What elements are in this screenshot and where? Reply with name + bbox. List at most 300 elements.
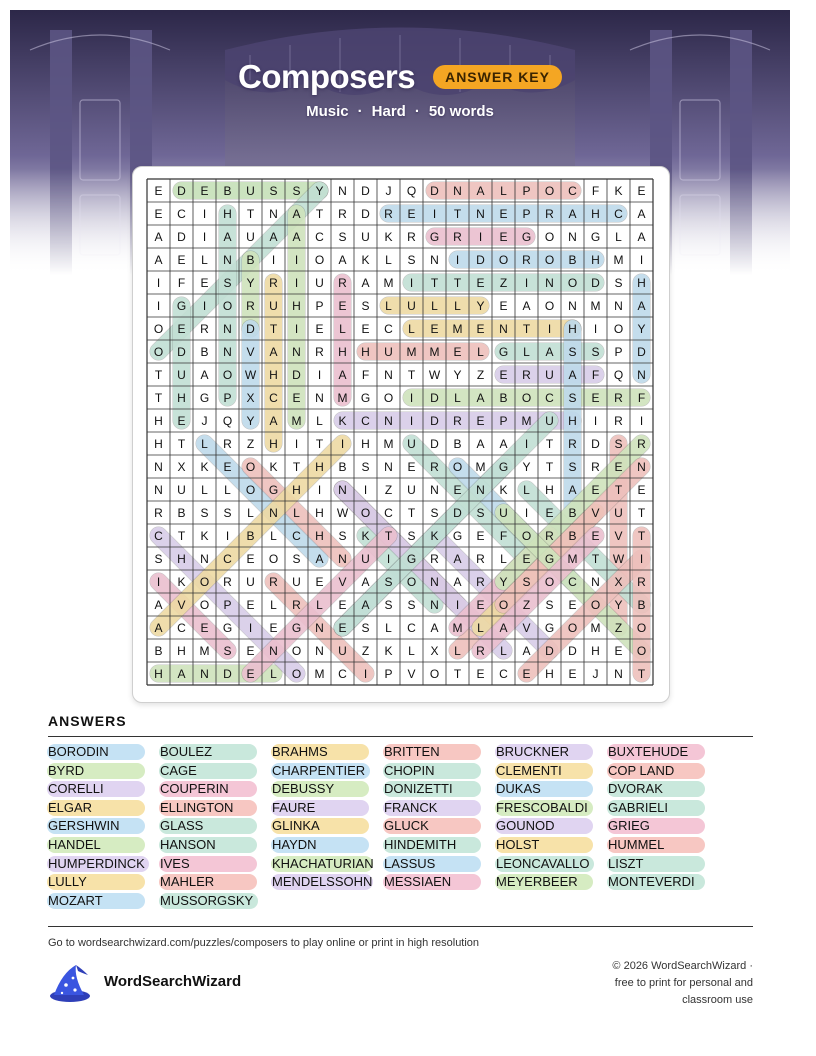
grid-letter: N: [614, 299, 623, 313]
answer-word: [272, 818, 322, 834]
grid-letter: E: [614, 460, 623, 474]
grid-letter: A: [637, 207, 646, 221]
grid-letter: T: [154, 368, 163, 382]
grid-letter: I: [547, 322, 552, 336]
grid-letter: U: [545, 368, 554, 382]
answer-word-label: CHOPIN: [384, 762, 435, 778]
grid-letter: M: [475, 460, 486, 474]
grid-letter: P: [522, 207, 531, 221]
grid-letter: G: [176, 299, 187, 313]
grid-letter: E: [522, 667, 531, 681]
grid-letter: B: [499, 391, 508, 405]
grid-letter: E: [177, 414, 186, 428]
grid-letter: H: [545, 667, 554, 681]
grid-letter: M: [199, 644, 210, 658]
answer-word: [608, 874, 697, 890]
grid-letter: R: [269, 276, 278, 290]
grid-letter: O: [544, 230, 555, 244]
answer-word-label: MOZART: [48, 892, 103, 908]
grid-letter: S: [522, 575, 531, 589]
answer-word-label: CORELLI: [48, 781, 104, 797]
grid-letter: N: [269, 644, 278, 658]
grid-letter: B: [637, 598, 646, 612]
grid-letter: N: [384, 460, 393, 474]
grid-letter: O: [636, 621, 647, 635]
grid-letter: E: [499, 368, 508, 382]
grid-letter: E: [338, 621, 347, 635]
grid-letter: T: [453, 667, 462, 681]
grid-letter: N: [154, 460, 163, 474]
grid-letter: A: [476, 184, 485, 198]
grid-letter: O: [245, 460, 256, 474]
grid-letter: E: [591, 529, 600, 543]
grid-letter: Z: [522, 598, 531, 612]
grid-letter: L: [454, 299, 461, 313]
grid-letter: U: [177, 368, 186, 382]
grid-letter: A: [200, 368, 209, 382]
grid-letter: B: [338, 460, 347, 474]
grid-letter: N: [338, 184, 347, 198]
word-count-label: 50 words: [428, 103, 494, 120]
grid-letter: R: [292, 598, 301, 612]
grid-letter: L: [293, 506, 300, 520]
answer-word: [48, 781, 106, 797]
grid-letter: E: [246, 667, 255, 681]
grid-letter: O: [291, 644, 302, 658]
grid-letter: O: [314, 253, 325, 267]
grid-letter: L: [477, 345, 484, 359]
grid-letter: F: [499, 529, 508, 543]
grid-letter: T: [453, 276, 462, 290]
grid-letter: L: [523, 345, 530, 359]
grid-letter: I: [294, 322, 299, 336]
grid-letter: U: [338, 644, 347, 658]
grid-letter: M: [291, 414, 302, 428]
answer-word-label: MENDELSSOHN: [272, 874, 373, 890]
grid-letter: R: [545, 207, 554, 221]
grid-letter: N: [338, 483, 347, 497]
grid-letter: H: [154, 667, 163, 681]
grid-letter: L: [500, 552, 507, 566]
grid-letter: K: [430, 529, 439, 543]
grid-letter: O: [613, 322, 624, 336]
grid-letter: A: [154, 598, 163, 612]
grid-letter: N: [568, 299, 577, 313]
grid-letter: I: [478, 230, 483, 244]
grid-letter: E: [476, 529, 485, 543]
grid-letter: A: [269, 345, 278, 359]
grid-letter: E: [269, 621, 278, 635]
grid-letter: Y: [315, 184, 324, 198]
grid-letter: O: [498, 598, 509, 612]
grid-letter: L: [247, 506, 254, 520]
grid-letter: U: [361, 230, 370, 244]
answer-word-label: MESSIAEN: [384, 874, 452, 890]
grid-letter: H: [177, 552, 186, 566]
grid-letter: I: [317, 483, 322, 497]
grid-letter: Y: [522, 460, 531, 474]
grid-letter: M: [567, 552, 578, 566]
answer-word: [608, 781, 665, 797]
answer-word: [48, 800, 94, 816]
answer-word-label: MAHLER: [160, 874, 215, 890]
grid-letter: E: [223, 460, 232, 474]
grid-letter: C: [568, 575, 577, 589]
grid-letter: V: [177, 598, 186, 612]
grid-letter: M: [337, 391, 348, 405]
answer-word-label: DUKAS: [496, 781, 541, 797]
grid-letter: H: [545, 483, 554, 497]
copyright-notice: [583, 958, 753, 1009]
grid-letter: H: [637, 276, 646, 290]
grid-letter: I: [432, 207, 437, 221]
grid-letter: C: [223, 552, 232, 566]
grid-letter: R: [154, 506, 163, 520]
grid-letter: O: [636, 644, 647, 658]
grid-letter: S: [568, 345, 577, 359]
answer-word: [272, 781, 336, 797]
grid-letter: O: [199, 598, 210, 612]
grid-letter: N: [499, 322, 508, 336]
grid-letter: M: [521, 414, 532, 428]
grid-letter: O: [544, 299, 555, 313]
grid-letter: R: [246, 299, 255, 313]
grid-letter: H: [591, 644, 600, 658]
grid-letter: N: [453, 184, 462, 198]
grid-letter: O: [153, 345, 164, 359]
answer-word: [384, 744, 442, 760]
grid-letter: U: [614, 506, 623, 520]
grid-letter: L: [500, 644, 507, 658]
answer-word: [384, 818, 431, 834]
grid-letter: I: [202, 207, 207, 221]
grid-letter: T: [154, 391, 163, 405]
grid-letter: R: [223, 575, 232, 589]
grid-letter: R: [384, 207, 393, 221]
grid-letter: U: [499, 506, 508, 520]
grid-letter: O: [199, 575, 210, 589]
grid-letter: C: [315, 230, 324, 244]
answer-word-label: BOULEZ: [160, 744, 213, 759]
answer-word: [48, 744, 111, 760]
grid-letter: T: [246, 207, 255, 221]
grid-letter: R: [568, 437, 577, 451]
grid-letter: K: [200, 460, 209, 474]
grid-letter: D: [430, 391, 439, 405]
grid-letter: Y: [246, 276, 255, 290]
grid-letter: G: [222, 621, 233, 635]
grid-letter: N: [315, 621, 324, 635]
grid-letter: N: [200, 552, 209, 566]
grid-letter: Q: [222, 414, 233, 428]
grid-letter: K: [200, 529, 209, 543]
answer-word-label: HANSON: [160, 837, 216, 852]
grid-letter: U: [177, 483, 186, 497]
grid-letter: R: [591, 460, 600, 474]
grid-letter: I: [639, 414, 644, 428]
grid-letter: O: [544, 575, 555, 589]
grid-letter: M: [452, 621, 463, 635]
grid-letter: I: [271, 253, 276, 267]
grid-letter: I: [156, 299, 161, 313]
grid-letter: U: [246, 575, 255, 589]
answer-word-label: GRIEG: [608, 818, 650, 834]
grid-letter: C: [614, 207, 623, 221]
grid-letter: V: [338, 575, 347, 589]
grid-letter: T: [637, 506, 646, 520]
grid-letter: E: [614, 644, 623, 658]
page-title: Composers: [238, 58, 416, 95]
grid-letter: E: [315, 322, 324, 336]
grid-letter: X: [614, 575, 623, 589]
grid-letter: H: [292, 483, 301, 497]
grid-letter: A: [361, 598, 370, 612]
grid-letter: C: [568, 184, 577, 198]
grid-letter: E: [338, 299, 347, 313]
grid-letter: H: [315, 506, 324, 520]
grid-letter: V: [407, 667, 416, 681]
grid-letter: C: [338, 667, 347, 681]
answer-word-label: MONTEVERDI: [608, 874, 695, 890]
grid-letter: F: [637, 391, 646, 405]
grid-letter: I: [386, 552, 391, 566]
grid-letter: J: [201, 414, 208, 428]
grid-letter: A: [568, 207, 577, 221]
grid-letter: E: [315, 575, 324, 589]
grid-letter: A: [522, 299, 531, 313]
grid-letter: A: [453, 552, 462, 566]
grid-letter: L: [316, 598, 323, 612]
grid-letter: T: [177, 529, 186, 543]
grid-letter: R: [614, 414, 623, 428]
grid-letter: E: [407, 460, 416, 474]
answer-word: [48, 874, 89, 890]
copyright-line: © 2026 WordSearchWizard ·: [612, 960, 753, 972]
answer-word-label: CAGE: [160, 762, 197, 778]
grid-letter: C: [545, 391, 554, 405]
grid-letter: T: [315, 207, 324, 221]
answer-word-label: GABRIELI: [608, 799, 668, 815]
grid-letter: R: [338, 276, 347, 290]
grid-letter: E: [637, 483, 646, 497]
grid-letter: S: [154, 552, 163, 566]
answer-word-label: GERSHWIN: [48, 818, 120, 834]
grid-letter: E: [476, 598, 485, 612]
answer-word-label: FRANCK: [384, 799, 438, 815]
grid-letter: D: [430, 184, 439, 198]
answer-word-label: CHARPENTIER: [272, 762, 366, 778]
grid-letter: H: [154, 414, 163, 428]
grid-letter: T: [407, 368, 416, 382]
grid-letter: N: [430, 253, 439, 267]
grid-letter: B: [200, 345, 209, 359]
grid-letter: L: [431, 299, 438, 313]
answer-word: [608, 800, 670, 816]
grid-letter: M: [406, 345, 417, 359]
grid-letter: D: [568, 644, 577, 658]
grid-letter: F: [361, 368, 370, 382]
grid-letter: G: [268, 483, 279, 497]
grid-letter: A: [568, 483, 577, 497]
answer-word: [496, 763, 564, 779]
grid-letter: A: [269, 230, 278, 244]
grid-letter: I: [156, 575, 161, 589]
grid-letter: M: [590, 299, 601, 313]
answer-word: [608, 763, 676, 779]
answer-word-label: BYRD: [48, 762, 85, 778]
answer-word: [608, 818, 652, 834]
grid-letter: S: [568, 391, 577, 405]
answer-word: [608, 856, 645, 872]
grid-letter: K: [384, 644, 393, 658]
answer-word-label: GOUNOD: [496, 818, 555, 834]
grid-letter: H: [177, 391, 186, 405]
grid-letter: I: [524, 506, 529, 520]
grid-letter: G: [544, 552, 555, 566]
answer-word-label: GLINKA: [272, 818, 320, 834]
grid-letter: L: [201, 437, 208, 451]
grid-letter: I: [340, 437, 345, 451]
grid-letter: S: [614, 276, 623, 290]
answer-word-label: COP LAND: [608, 762, 675, 778]
grid-letter: A: [338, 253, 347, 267]
answer-word-label: KHACHATURIAN: [272, 855, 374, 871]
grid-letter: O: [521, 391, 532, 405]
grid-letter: V: [614, 529, 623, 543]
grid-letter: O: [245, 483, 256, 497]
grid-letter: G: [544, 621, 555, 635]
grid-letter: P: [223, 598, 232, 612]
answer-word: [48, 763, 86, 779]
grid-letter: T: [591, 552, 600, 566]
grid-letter: D: [591, 437, 600, 451]
grid-letter: E: [499, 207, 508, 221]
grid-letter: R: [522, 253, 531, 267]
grid-letter: K: [614, 184, 623, 198]
grid-letter: U: [407, 437, 416, 451]
grid-letter: U: [292, 575, 301, 589]
grid-letter: R: [453, 230, 462, 244]
grid-letter: U: [407, 299, 416, 313]
grid-letter: S: [430, 506, 439, 520]
answer-word: [160, 800, 235, 816]
grid-letter: D: [292, 368, 301, 382]
grid-letter: A: [154, 621, 163, 635]
grid-letter: C: [384, 506, 393, 520]
grid-letter: G: [291, 621, 302, 635]
grid-letter: A: [292, 230, 301, 244]
grid-letter: K: [499, 483, 508, 497]
grid-letter: I: [363, 483, 368, 497]
grid-letter: R: [269, 575, 278, 589]
grid-letter: A: [315, 552, 324, 566]
answer-word-label: BRAHMS: [272, 744, 328, 759]
grid-letter: U: [315, 276, 324, 290]
grid-letter: O: [383, 391, 394, 405]
grid-letter: U: [407, 483, 416, 497]
grid-letter: I: [524, 276, 529, 290]
grid-letter: N: [568, 230, 577, 244]
answer-word: [160, 818, 205, 834]
grid-letter: I: [317, 368, 322, 382]
grid-letter: C: [177, 621, 186, 635]
grid-letter: P: [315, 299, 324, 313]
answer-word-label: LULLY: [48, 874, 87, 890]
grid-letter: X: [246, 391, 255, 405]
grid-letter: S: [476, 506, 485, 520]
grid-letter: E: [177, 322, 186, 336]
answer-word-label: ELLINGTON: [160, 799, 234, 815]
grid-letter: M: [383, 437, 394, 451]
grid-letter: I: [524, 437, 529, 451]
grid-letter: R: [200, 322, 209, 336]
grid-letter: B: [154, 644, 163, 658]
answer-word-label: BRITTEN: [384, 744, 440, 759]
grid-letter: N: [430, 483, 439, 497]
grid-letter: E: [522, 552, 531, 566]
grid-letter: C: [384, 322, 393, 336]
grid-letter: B: [177, 506, 186, 520]
answer-key-badge: ANSWER KEY: [433, 65, 562, 89]
grid-letter: L: [385, 253, 392, 267]
grid-letter: B: [568, 253, 577, 267]
grid-letter: G: [498, 460, 509, 474]
grid-letter: Z: [499, 276, 508, 290]
grid-letter: S: [407, 253, 416, 267]
answer-word: [496, 781, 543, 797]
grid-letter: U: [384, 345, 393, 359]
grid-letter: L: [201, 253, 208, 267]
grid-letter: L: [454, 644, 461, 658]
grid-letter: N: [614, 667, 623, 681]
grid-letter: L: [201, 483, 208, 497]
grid-letter: M: [429, 345, 440, 359]
grid-letter: E: [154, 184, 163, 198]
grid-letter: D: [223, 667, 232, 681]
grid-letter: C: [154, 529, 163, 543]
grid-letter: G: [199, 391, 210, 405]
grid-letter: I: [156, 276, 161, 290]
grid-letter: O: [567, 621, 578, 635]
grid-letter: P: [522, 184, 531, 198]
grid-letter: T: [177, 437, 186, 451]
grid-letter: R: [223, 437, 232, 451]
copyright-line: free to print for personal and: [614, 977, 753, 989]
answer-word: [160, 874, 216, 890]
grid-letter: I: [455, 598, 460, 612]
grid-letter: D: [246, 322, 255, 336]
grid-letter: E: [246, 598, 255, 612]
answer-word: [272, 837, 319, 853]
grid-letter: A: [430, 621, 439, 635]
grid-letter: S: [292, 184, 301, 198]
grid-letter: Y: [637, 322, 646, 336]
grid-letter: L: [316, 414, 323, 428]
grid-letter: K: [361, 529, 370, 543]
grid-letter: Z: [476, 368, 485, 382]
grid-letter: O: [291, 667, 302, 681]
grid-letter: H: [361, 437, 370, 451]
grid-letter: N: [154, 483, 163, 497]
grid-letter: D: [545, 644, 554, 658]
grid-letter: Y: [453, 368, 462, 382]
grid-letter: E: [200, 276, 209, 290]
grid-letter: S: [338, 230, 347, 244]
grid-letter: D: [591, 276, 600, 290]
answer-word-label: LASSUS: [384, 855, 436, 871]
answer-word-label: IVES: [160, 855, 190, 871]
grid-letter: Y: [476, 299, 485, 313]
